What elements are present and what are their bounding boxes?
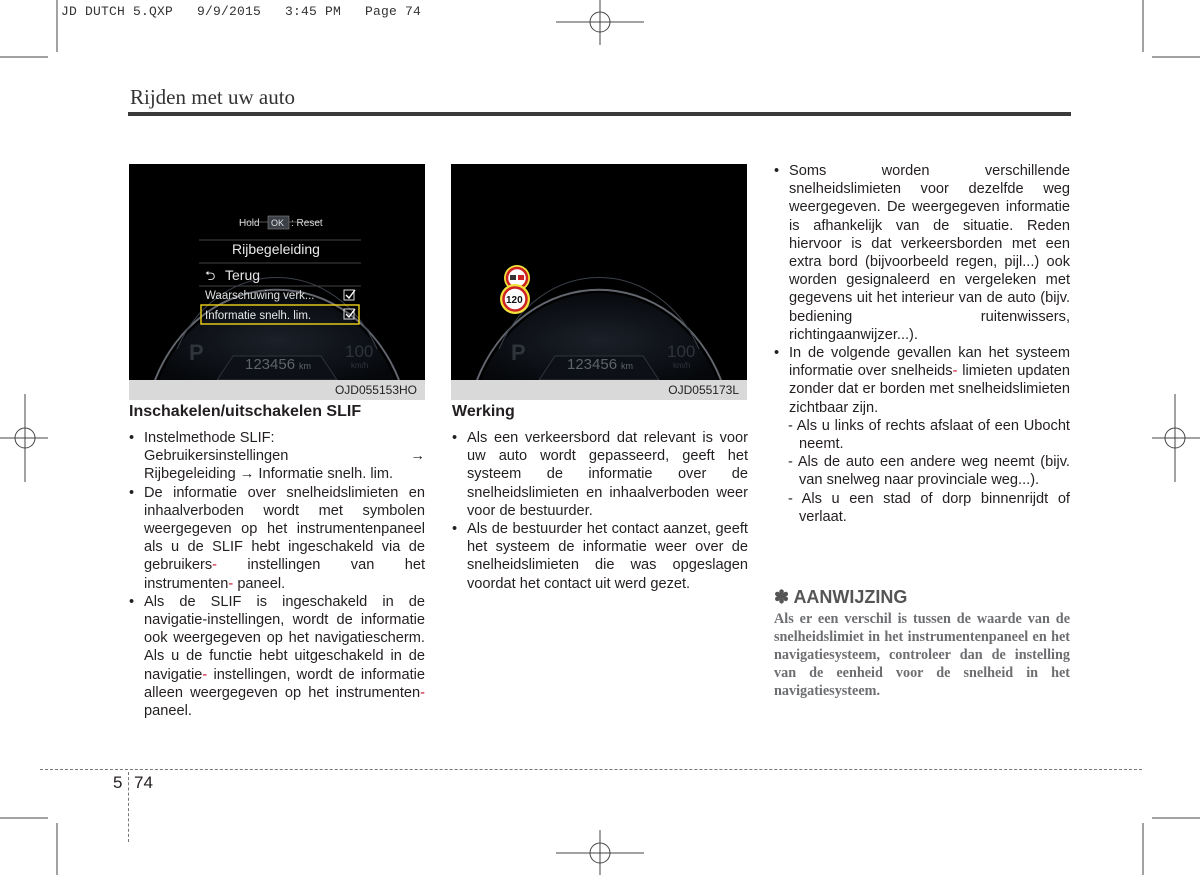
- list-item: • In de volgende gevallen kan het systeem informatie over snelheids- limieten updaten zonder dat er borden met snelheidslimieten zichtbaar zijn.: [774, 344, 1070, 417]
- list-item: • De informatie over snelheidslimieten en inhaalverboden wordt met symbolen weergegeven op het instrumentenpaneel als u de SLIF hebt ingeschakeld via de gebruikers- instellingen van het instrumenten- paneel.: [129, 484, 425, 593]
- page-number: 74: [134, 773, 153, 792]
- speed-limit-value: 120: [506, 295, 523, 306]
- speed-limit-sign-icon: [500, 284, 530, 314]
- column-3-text: [774, 162, 1070, 526]
- back-icon: ⮌: [205, 268, 216, 283]
- figure-caption: OJD055173L: [451, 380, 747, 400]
- odometer: 123456: [245, 356, 296, 373]
- menu-item-warning: Waarschuwing verk...: [205, 290, 315, 302]
- section-heading-slif: Inschakelen/uitschakelen SLIF: [129, 403, 362, 420]
- figure-caption: OJD055153HO: [129, 380, 425, 400]
- figure-slif-menu: [129, 164, 425, 400]
- list-item: - Als de auto een andere weg neemt (bijv. van snelweg naar provinciale weg...).: [788, 454, 1070, 489]
- column-1-text: [129, 429, 425, 720]
- footer-rule: [40, 769, 1142, 770]
- chapter-number: 5: [113, 773, 123, 792]
- arrow-icon: →: [239, 466, 255, 483]
- header-rule: [128, 112, 1071, 116]
- asterisk-icon: ✽: [774, 587, 790, 607]
- cluster-display-menu: [129, 164, 425, 380]
- odometer-unit: km: [621, 361, 633, 371]
- reset-label: : Reset: [291, 218, 323, 229]
- speed-readout: 100: [667, 342, 696, 361]
- print-slug: JD DUTCH 5.QXP 9/9/2015 3:45 PM Page 74: [61, 4, 422, 19]
- gear-indicator: P: [189, 340, 204, 365]
- list-item: • Als de bestuurder het contact aanzet, geeft het systeem de informatie weer over de snelheidslimieten die was opgeslagen voordat het contact uit werd gezet.: [452, 520, 748, 593]
- note-body: Als er een verschil is tussen de waarde van de snelheidslimiet in het instrumentenpaneel en het navigatiesysteem, controleer dan de instelling van de eenheid voor de snelheid in het navigatiesysteem.: [774, 611, 1070, 699]
- list-item: - Als u een stad of dorp binnenrijdt of verlaat.: [788, 490, 1070, 525]
- footer-divider: [128, 772, 129, 842]
- ok-key: OK: [271, 218, 285, 228]
- speed-readout: 100: [345, 342, 374, 361]
- arrow-icon: →: [410, 448, 425, 465]
- odometer-unit: km: [299, 361, 311, 371]
- list-item: • Als de SLIF is ingeschakeld in de navigatie-instellingen, wordt de informatie ook weergegeven op het navigatiescherm. Als u de functie hebt uitgeschakeld in de navigatie- instellingen, wordt de informatie alleen weergegeven op het instrumenten- paneel.: [129, 593, 425, 720]
- list-item: • Als een verkeersbord dat relevant is voor uw auto wordt gepasseerd, geeft het systeem de informatie over de snelheidslimieten en inhaalverboden weer voor de bestuurder.: [452, 429, 748, 520]
- list-item: • Instelmethode SLIF: Gebruikersinstellingen → Rijbegeleiding → Informatie snelh. lim.: [129, 429, 425, 484]
- cluster-display-signs: [451, 164, 747, 380]
- speed-unit: km/h: [351, 361, 369, 370]
- figure-slif-display: [451, 164, 747, 400]
- note-heading: ✽ AANWIJZING: [774, 587, 908, 607]
- section-heading-werking: Werking: [452, 403, 515, 420]
- back-label: Terug: [225, 267, 261, 283]
- column-2-text: [452, 429, 748, 593]
- section-title: Rijden met uw auto: [130, 85, 296, 109]
- hold-label: Hold: [239, 218, 260, 229]
- gear-indicator: P: [511, 340, 526, 365]
- menu-item-speed-limit-info: Informatie snelh. lim.: [205, 310, 312, 322]
- menu-title: Rijbegeleiding: [232, 241, 320, 257]
- odometer: 123456: [567, 356, 618, 373]
- speed-unit: km/h: [673, 361, 691, 370]
- list-item: - Als u links of rechts afslaat of een Ubocht neemt.: [788, 417, 1070, 453]
- list-item: • Soms worden verschillende snelheidslimieten voor dezelfde weg weergegeven. De weergegeven informatie is afhankelijk van de situatie. Reden hiervoor is dat verkeersborden met een extra bord (bijvoorbeeld regen, pijl...) ook worden gesignaleerd en vergeleken met gegevens uit het interieur van de auto (bijv. bediening ruitenwissers, richtingaanwijzer...).: [774, 162, 1070, 344]
